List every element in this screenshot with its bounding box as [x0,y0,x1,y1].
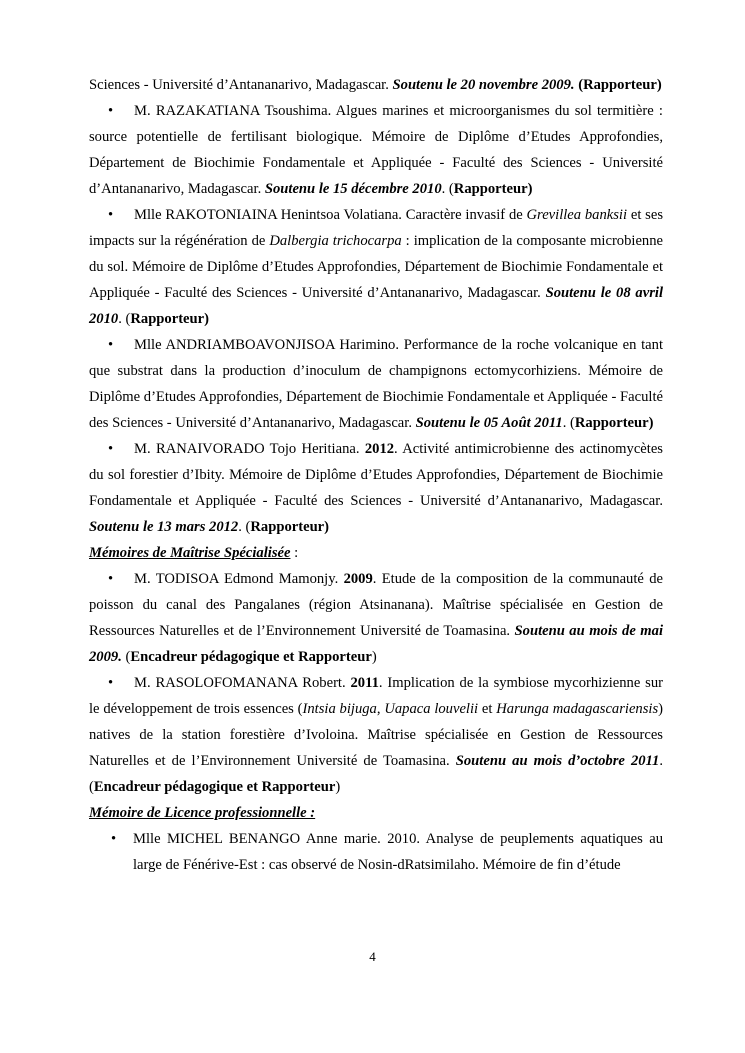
species-name: Uapaca louvelii [384,701,479,717]
entry-text: . ( [441,181,454,197]
document-body [89,72,663,878]
bullet-icon [108,566,134,592]
bold-text: Rapporteur) [130,311,209,327]
entry-text: Sciences - Université d’Antananarivo, Madagascar. [89,77,393,93]
thesis-entry [133,826,663,878]
defense-date: Soutenu le 05 Août 2011 [415,415,563,431]
species-name: Dalbergia trichocarpa [269,233,402,249]
entry-text: M. TODISOA Edmond Mamonjy. [134,571,344,587]
entry-text: . ( [118,311,131,327]
thesis-entry [89,566,663,670]
entry-text: : implication de la composante microbienne du sol. Mémoire de Diplôme d’Etudes Approfondies, Département de Biochimie Fondamentale et Appliquée - Faculté des Sciences - Université d’Antananarivo, Madagascar. [89,233,664,301]
bold-text: Encadreur pédagogique et Rapporteur [130,649,372,665]
bold-text: 2009 [343,571,373,587]
entry-text: . Activité antimicrobienne des actinomycètes du sol forestier d’Ibity. Mémoire de Diplôme d’Etudes Approfondies, Département de Biochimie Fondamentale et Appliquée - Faculté des Sciences - Université d’Antananarivo, Madagascar. [89,441,663,509]
entry-text: et ses impacts sur la régénération de [89,207,663,249]
bullet-icon [108,98,134,124]
entry-text: . ( [238,519,251,535]
entry-text: Mlle ANDRIAMBOAVONJISOA Harimino. Performance de la roche volcanique en tant que substrat dans la production d’inoculum de champignons ectomycorhiziens. Mémoire de Diplôme d’Etudes Approfondies, Département de Biochimie Fondamentale et Appliquée - Faculté des Sciences - Université d’Antananarivo, Madagascar. [89,337,663,431]
entry-text: , [376,701,385,717]
bullet-icon [111,826,133,852]
entry-text: M. RASOLOFOMANANA Robert. [134,675,351,691]
entry-text: et [478,701,497,717]
entry-text: ) [371,649,377,665]
bold-text: (Rapporteur) [578,77,662,93]
bold-text: Encadreur pédagogique et Rapporteur [93,779,336,795]
entry-text: M. RANAIVORADO Tojo Heritiana. [134,441,365,457]
entry-continuation [89,72,663,98]
entry-text: . ( [89,753,663,795]
defense-date: Soutenu le 13 mars 2012 [89,519,239,535]
defense-date: Soutenu le 08 avril 2010 [89,285,663,327]
entry-text: : [290,545,299,561]
section-heading [89,540,663,566]
heading-text: Mémoire de Licence professionnelle : [89,805,316,821]
entry-text: . ( [562,415,575,431]
thesis-entry [89,332,663,436]
defense-date: Soutenu au mois d’octobre 2011 [455,753,660,769]
entry-text: ) natives de la station forestière d’Ivoloina. Maîtrise spécialisée en Gestion de Ressources Naturelles et de l’Environnement Université de Toamasina. [89,701,664,769]
bold-text: 2012 [364,441,395,457]
bullet-icon [108,670,134,696]
bold-text: 2011 [350,675,379,691]
bullet-icon [108,332,134,358]
thesis-entry [89,670,663,800]
defense-date: Soutenu le 15 décembre 2010 [264,181,442,197]
species-name: Harunga madagascariensis [496,701,659,717]
entry-text: . Etude de la composition de la communauté de poisson du canal des Pangalanes (région Atsinanana). Maîtrise spécialisée en Gestion de Ressources Naturelles et de l’Environnement Université de Toamasina. [89,571,663,639]
heading-text: Mémoires de Maîtrise Spécialisée [89,545,291,561]
entry-text: ) [335,779,341,795]
section-heading [89,800,663,826]
entry-text: M. RAZAKATIANA Tsoushima. Algues marines et microorganismes du sol termitière : source potentielle de fertilisant biologique. Mémoire de Diplôme d’Etudes Approfondies, Département de Biochimie Fondamentale et Appliquée - Faculté des Sciences - Université d’Antananarivo, Madagascar. [89,103,663,197]
defense-date: Soutenu au mois de mai 2009. [89,623,663,665]
species-name: Intsia bijuga [302,701,377,717]
bold-text: Rapporteur) [453,181,533,197]
entry-text: Mlle RAKOTONIAINA Henintsoa Volatiana. Caractère invasif de [134,207,527,223]
species-name: Grevillea banksii [526,207,628,223]
thesis-entry [89,98,663,202]
thesis-entry [89,202,663,332]
thesis-entry [89,436,663,540]
bullet-icon [108,436,134,462]
defense-date: Soutenu le 20 novembre 2009. [392,77,575,93]
page-number: 4 [369,949,376,964]
bold-text: Rapporteur) [574,415,654,431]
bullet-icon [108,202,134,228]
entry-text: ( [121,649,131,665]
entry-text: Mlle MICHEL BENANGO Anne marie. 2010. Analyse de peuplements aquatiques au large de Fénérive-Est : cas observé de Nosin-dRatsimilaho. Mémoire de fin d’étude [133,831,663,873]
bold-text: Rapporteur) [250,519,330,535]
entry-text: . Implication de la symbiose mycorhizienne sur le développement de trois essences ( [89,675,663,717]
